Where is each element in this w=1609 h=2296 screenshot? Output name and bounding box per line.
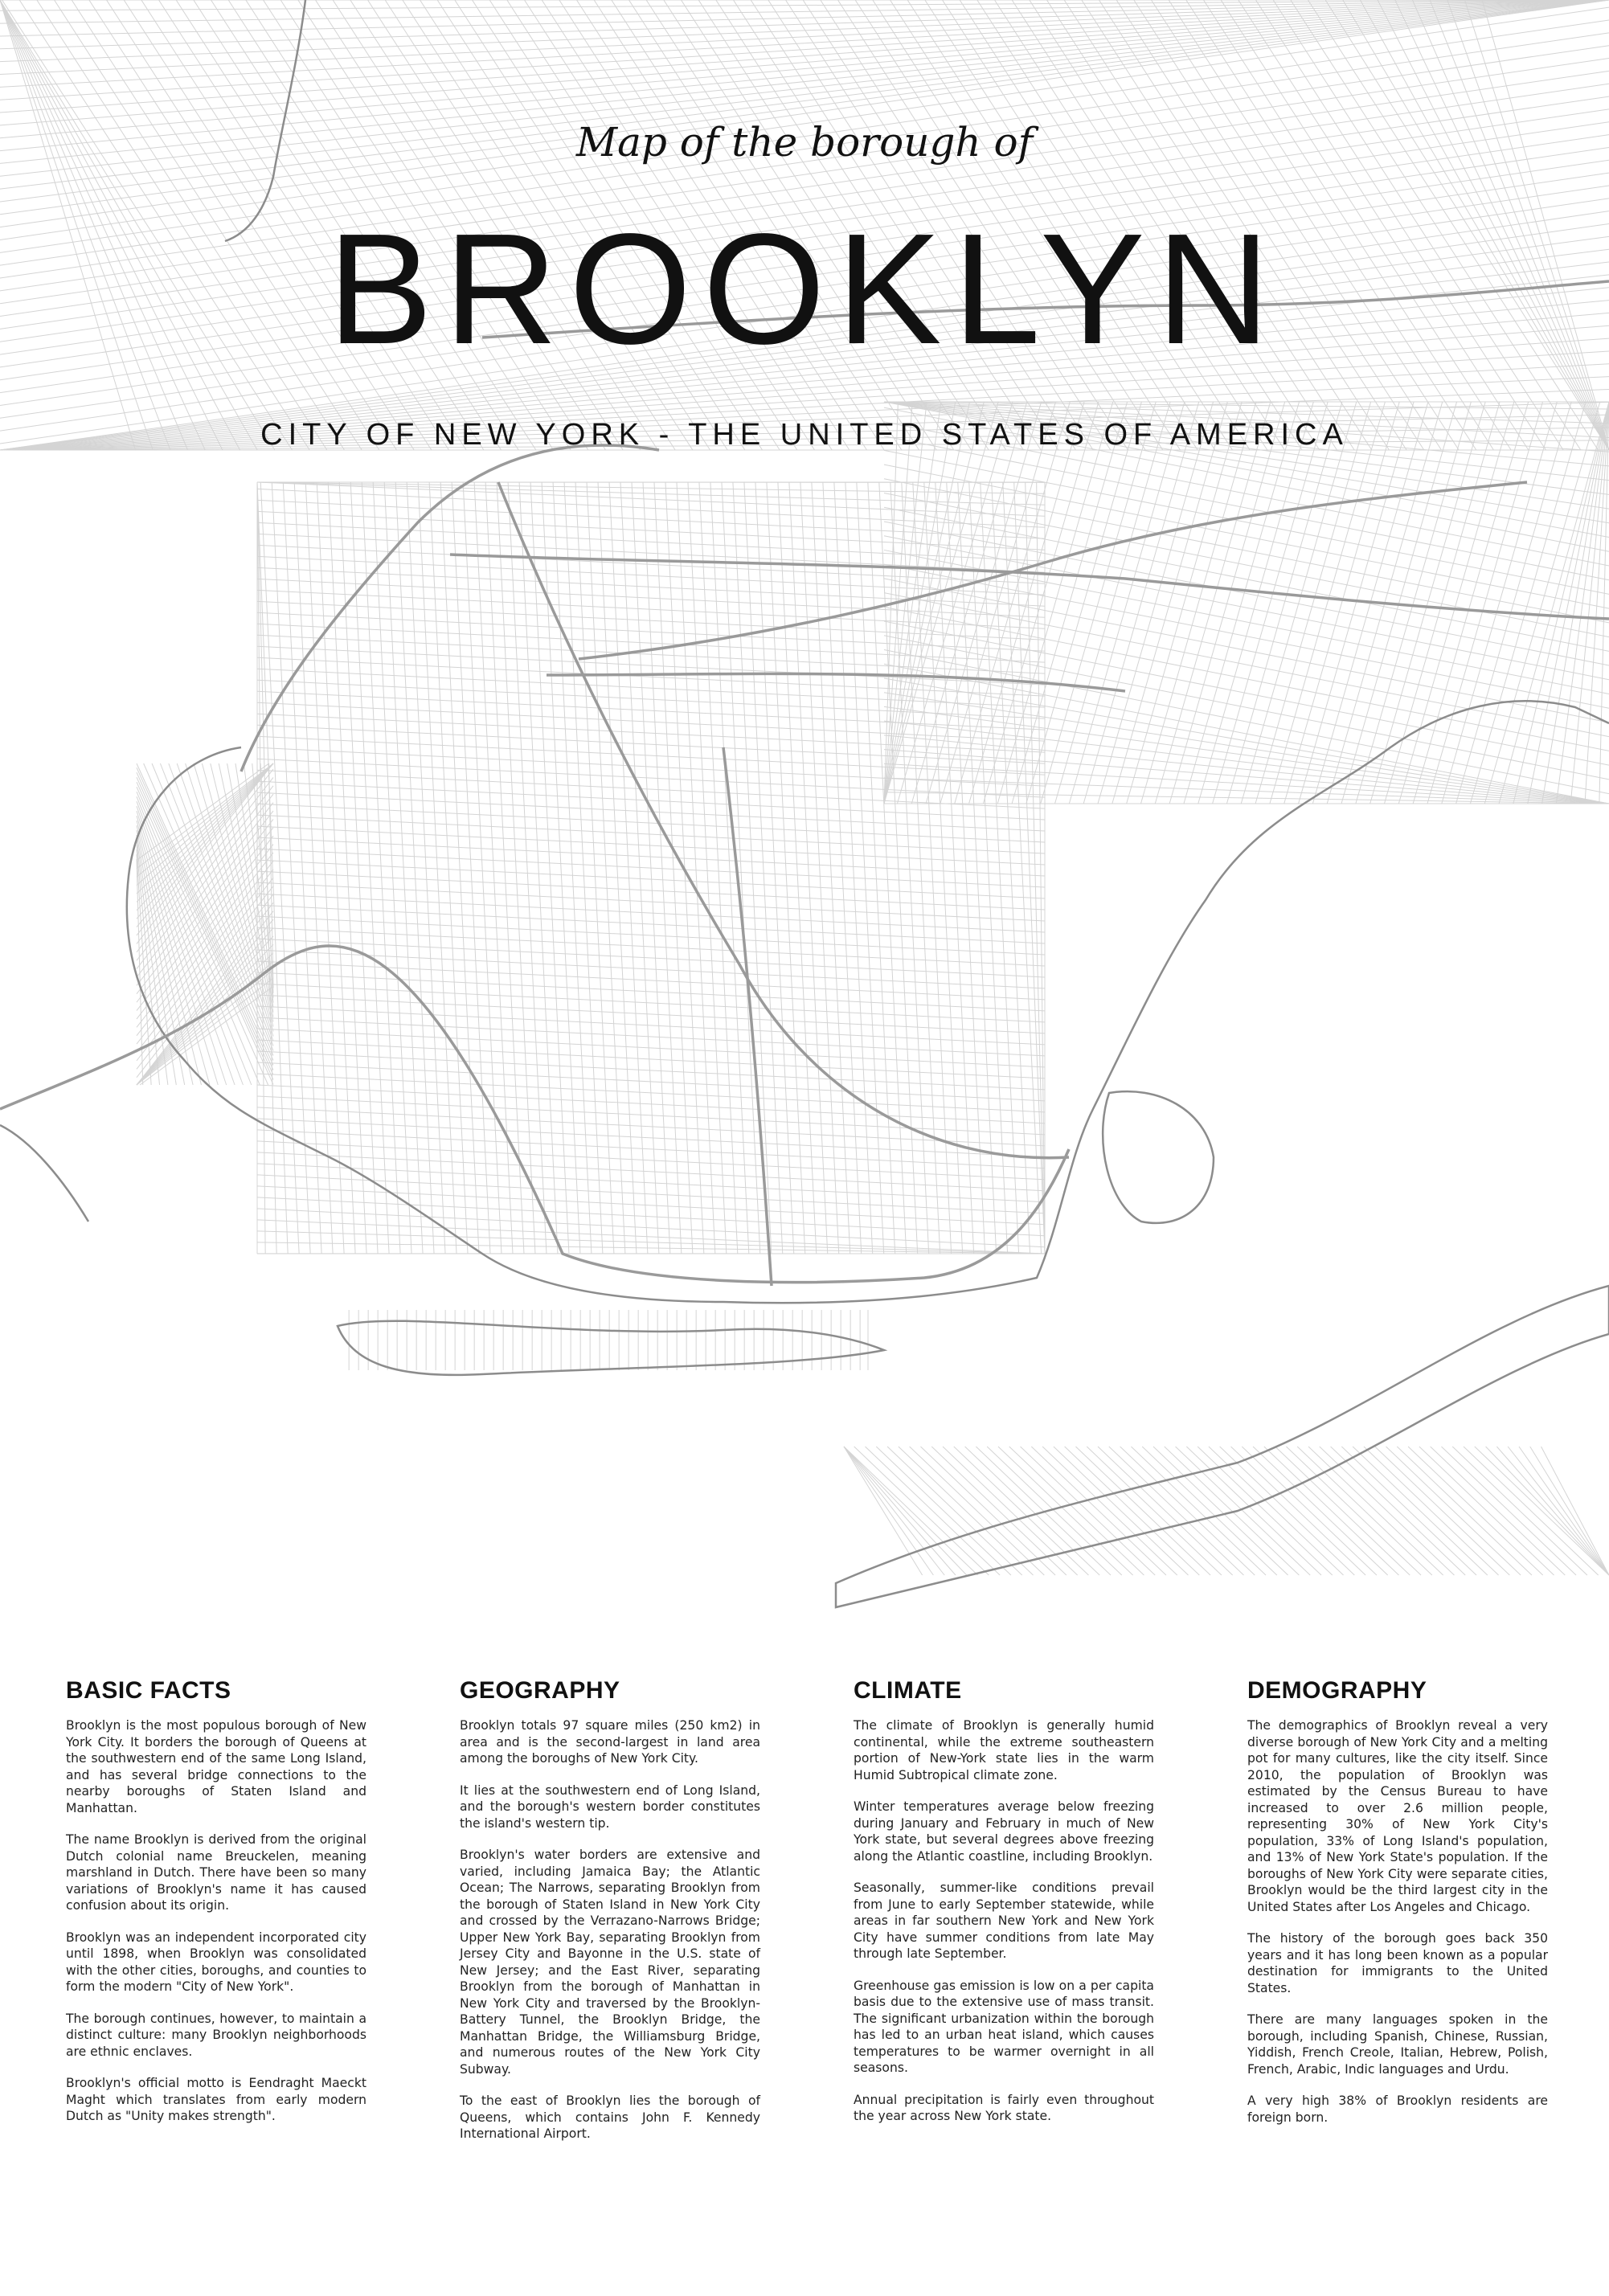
street-line bbox=[1570, 402, 1609, 804]
street-line bbox=[137, 763, 273, 935]
street-line bbox=[1331, 1447, 1466, 1575]
street-line bbox=[1155, 402, 1271, 804]
street-line bbox=[1165, 1447, 1300, 1575]
street-line bbox=[1037, 482, 1045, 1254]
street-line bbox=[1176, 1447, 1311, 1575]
street-line bbox=[257, 770, 1045, 808]
street-line bbox=[257, 482, 276, 1254]
paragraph: Brooklyn's water borders are extensive and varied, including Jamaica Bay; the Atlantic Ocean; The Narrows, separating Brooklyn from the borough of Staten Island in New York City and crossed by the Verrazano-Narrows Bridge; Upper New York Bay, separating Brooklyn from Jersey City and Bayonne in the U.S. state of New Jersey; and the East River, separating Brooklyn from the borough of Manhattan in New York City and traversed by the Brooklyn-Battery Tunnel, the Brooklyn Bridge, the Manhattan Bridge, the Williamsburg Bridge, and numerous routes of the New York City Subway. bbox=[460, 1848, 760, 2077]
street-line bbox=[257, 916, 1045, 955]
street-line bbox=[575, 482, 614, 1254]
street-line bbox=[854, 1447, 989, 1575]
street-line bbox=[800, 482, 839, 1254]
street-line bbox=[1341, 402, 1457, 804]
street-line bbox=[257, 1220, 1045, 1254]
street-line bbox=[137, 828, 273, 1002]
street-line bbox=[884, 721, 1609, 804]
street-line bbox=[0, 0, 1603, 138]
street-line bbox=[373, 482, 411, 1254]
street-line bbox=[257, 1152, 1045, 1191]
street-line bbox=[519, 482, 558, 1254]
street-line bbox=[899, 1447, 1034, 1575]
street-line bbox=[137, 763, 273, 869]
street-line bbox=[485, 482, 524, 1254]
street-line bbox=[257, 894, 1045, 932]
street-line bbox=[257, 882, 1045, 921]
street-line bbox=[1275, 1447, 1410, 1575]
street-line bbox=[1065, 1447, 1200, 1575]
street-line bbox=[1441, 1447, 1576, 1575]
street-line bbox=[0, 0, 1598, 100]
street-line bbox=[0, 0, 1609, 227]
street-line bbox=[1003, 482, 1042, 1254]
section-heading: GEOGRAPHY bbox=[460, 1677, 620, 1704]
street-line bbox=[1364, 1447, 1499, 1575]
street-line bbox=[1083, 402, 1199, 804]
street-line bbox=[844, 1447, 933, 1575]
paragraph: A very high 38% of Brooklyn residents are foreign born. bbox=[1247, 2093, 1548, 2125]
street-line bbox=[1486, 1447, 1609, 1575]
paragraph: The demographics of Brooklyn reveal a very diverse borough of New York City and a melting pot for many cultures, like the city itself. Since 2010, the population of Brooklyn was estimated by the Census Bureau to have increased to over 2.6 million people, representing 30% of New York City's population, 33% of Long Island's population, and 13% of New York State's population. If the boroughs of New York City were separate cities, Brooklyn would be the third largest city in the United States after Los Angeles and Chicago. bbox=[1247, 1718, 1548, 1914]
street-line bbox=[257, 1242, 1045, 1254]
street-line bbox=[339, 482, 378, 1254]
street-line bbox=[1142, 1447, 1277, 1575]
street-line bbox=[328, 482, 366, 1254]
street-line bbox=[958, 482, 997, 1254]
street-line bbox=[1386, 1447, 1521, 1575]
street-line bbox=[1253, 1447, 1388, 1575]
street-line bbox=[866, 1447, 1001, 1575]
location-tagline: CITY OF NEW YORK - THE UNITED STATES OF AMERICA bbox=[260, 418, 1349, 452]
street-line bbox=[1098, 1447, 1233, 1575]
jamaica-bay-island bbox=[1103, 1091, 1214, 1223]
street-line bbox=[1087, 1447, 1222, 1575]
street-line bbox=[943, 1447, 1078, 1575]
street-line bbox=[1264, 1447, 1399, 1575]
street-line bbox=[257, 1141, 1045, 1180]
street-line bbox=[350, 482, 389, 1254]
street-line bbox=[257, 1107, 1045, 1146]
street-line bbox=[884, 402, 927, 804]
street-line bbox=[954, 1447, 1089, 1575]
street-line bbox=[257, 995, 1045, 1033]
paragraph: The history of the borough goes back 350 years and it has long been known as a popular destination for immigrants to the United States. bbox=[1247, 1931, 1548, 1995]
street-line bbox=[257, 1017, 1045, 1056]
street-line bbox=[1241, 402, 1357, 804]
street-line bbox=[452, 482, 490, 1254]
section-basic-facts bbox=[66, 1677, 366, 2140]
street-line bbox=[257, 601, 1045, 640]
street-line bbox=[1198, 1447, 1333, 1575]
street-line bbox=[1112, 402, 1228, 804]
street-line bbox=[1131, 1447, 1266, 1575]
street-line bbox=[1169, 402, 1285, 804]
street-line bbox=[1397, 1447, 1532, 1575]
street-line bbox=[1419, 1447, 1554, 1575]
street-line bbox=[137, 953, 273, 1085]
street-line bbox=[884, 493, 1609, 637]
street-line bbox=[257, 1051, 1045, 1090]
street-line bbox=[137, 936, 273, 1085]
street-line bbox=[992, 482, 1030, 1254]
street-line bbox=[744, 482, 783, 1254]
section-geography bbox=[460, 1677, 760, 2158]
street-line bbox=[1009, 1447, 1144, 1575]
street-line bbox=[257, 702, 1045, 741]
paragraph: Greenhouse gas emission is low on a per capita basis due to the extensive use of mass transit. The significant urbanization within the borough has led to an urban heat island, which causes temperatures to be warmer overnight in all seasons. bbox=[854, 1978, 1154, 2075]
section-climate bbox=[854, 1677, 1154, 2140]
street-line bbox=[530, 482, 569, 1254]
paragraph: To the east of Brooklyn lies the borough of Queens, which contains John F. Kennedy International Airport. bbox=[460, 2093, 760, 2141]
street-line bbox=[884, 522, 1609, 665]
street-line bbox=[598, 482, 637, 1254]
street-line bbox=[699, 482, 738, 1254]
paragraph: The climate of Brooklyn is generally humid continental, while the extreme southeastern portion of New-York state lies in the warm Humid Subtropical climate zone. bbox=[854, 1718, 1154, 1782]
street-line bbox=[1184, 402, 1300, 804]
paragraph: Seasonally, summer-like conditions prevail from June to early September statewide, while areas in far southern New York and New York City have summer conditions from late May through late September. bbox=[854, 1881, 1154, 1961]
street-line bbox=[1012, 402, 1128, 804]
paragraph: There are many languages spoken in the borough, including Spanish, Chinese, Russian, Yiddish, French Creole, Italian, Hebrew, Polish, French, Arabic, Indic languages and Urdu. bbox=[1247, 2012, 1548, 2077]
street-line bbox=[1320, 1447, 1455, 1575]
street-line bbox=[257, 691, 1045, 730]
street-line bbox=[1431, 1447, 1566, 1575]
street-line bbox=[1127, 402, 1243, 804]
street-line bbox=[257, 1006, 1045, 1045]
interborough-parkway bbox=[579, 482, 1527, 659]
street-line bbox=[257, 905, 1045, 943]
paragraph: The borough continues, however, to maintain a distinct culture: many Brooklyn neighborhoods are ethnic enclaves. bbox=[66, 2011, 366, 2059]
street-line bbox=[137, 845, 273, 1019]
street-line bbox=[1413, 402, 1529, 804]
street-line bbox=[688, 482, 727, 1254]
street-line bbox=[257, 1040, 1045, 1078]
section-heading: BASIC FACTS bbox=[66, 1677, 231, 1704]
street-line bbox=[1055, 402, 1171, 804]
street-line bbox=[137, 763, 273, 886]
map-subtitle-script: Map of the borough of bbox=[575, 119, 1034, 166]
street-line bbox=[440, 482, 479, 1254]
section-heading: CLIMATE bbox=[854, 1677, 962, 1704]
street-line bbox=[876, 1447, 1011, 1575]
street-line bbox=[553, 482, 592, 1254]
street-line bbox=[965, 1447, 1100, 1575]
street-line bbox=[947, 482, 985, 1254]
street-line bbox=[317, 482, 355, 1254]
street-line bbox=[1186, 1447, 1321, 1575]
street-line bbox=[463, 482, 502, 1254]
paragraph: Brooklyn was an independent incorporated city until 1898, when Brooklyn was consolidated with the other cities, boroughs, and counties to form the modern "City of New York". bbox=[66, 1930, 366, 1994]
street-line bbox=[940, 402, 1056, 804]
street-line bbox=[497, 482, 535, 1254]
street-line bbox=[834, 482, 873, 1254]
street-line bbox=[1341, 1447, 1476, 1575]
street-line bbox=[587, 482, 625, 1254]
street-line bbox=[1452, 1447, 1587, 1575]
bqe-expressway bbox=[241, 445, 659, 771]
street-line bbox=[1353, 1447, 1488, 1575]
street-line bbox=[733, 482, 772, 1254]
street-line bbox=[294, 482, 333, 1254]
street-line bbox=[1021, 1447, 1156, 1575]
street-line bbox=[1398, 402, 1514, 804]
paragraph: Brooklyn's official motto is Eendraght Maeckt Maght which translates from early modern Dutch as "Unity makes strength". bbox=[66, 2076, 366, 2123]
street-line bbox=[429, 482, 468, 1254]
street-line bbox=[257, 579, 1045, 617]
paragraph: Brooklyn is the most populous borough of New York City. It borders the borough of Queens at the southwestern end of the same Long Island, and has several bridge connections to the nearby boroughs of Staten Island and Manhattan. bbox=[66, 1718, 366, 1815]
street-line bbox=[789, 482, 828, 1254]
street-line bbox=[722, 482, 760, 1254]
info-columns bbox=[66, 1677, 1548, 2256]
paragraph: It lies at the southwestern end of Long Island, and the borough's western border constitutes the island's western tip. bbox=[460, 1782, 760, 1831]
street-line bbox=[710, 482, 749, 1254]
street-line bbox=[1519, 1447, 1609, 1575]
street-line bbox=[1042, 1447, 1177, 1575]
street-line bbox=[1230, 1447, 1365, 1575]
paragraph: The name Brooklyn is derived from the original Dutch colonial name Breuckelen, meaning marshland in Dutch. There have been so many variations of Brooklyn's name it has caused confusion about its origin. bbox=[66, 1832, 366, 1913]
street-line bbox=[508, 482, 547, 1254]
street-line bbox=[897, 402, 1013, 804]
page-title: BROOKLYN bbox=[327, 201, 1282, 377]
street-line bbox=[1464, 1447, 1599, 1575]
street-line bbox=[362, 482, 400, 1254]
street-line bbox=[257, 1231, 1045, 1254]
street-line bbox=[844, 1447, 956, 1575]
street-line bbox=[564, 482, 603, 1254]
street-line bbox=[1014, 482, 1045, 1254]
street-line bbox=[257, 646, 1045, 685]
paragraph: Winter temperatures average below freezing during January and February in much of New York state, but several degrees above freezing along the Atlantic coastline, including Brooklyn. bbox=[854, 1799, 1154, 1864]
street-line bbox=[884, 507, 1609, 651]
street-line bbox=[1054, 1447, 1189, 1575]
atlantic-avenue bbox=[450, 555, 1609, 619]
street-line bbox=[767, 482, 805, 1254]
street-line bbox=[778, 482, 817, 1254]
street-line bbox=[1297, 1447, 1432, 1575]
street-line bbox=[812, 482, 850, 1254]
street-line bbox=[1308, 1447, 1443, 1575]
street-line bbox=[969, 482, 1008, 1254]
street-line bbox=[257, 792, 1045, 831]
street-line bbox=[976, 1447, 1111, 1575]
street-line bbox=[257, 1029, 1045, 1067]
street-line bbox=[137, 861, 273, 1035]
street-line bbox=[887, 1447, 1022, 1575]
street-line bbox=[884, 536, 1609, 680]
street-line bbox=[305, 482, 344, 1254]
street-line bbox=[1542, 402, 1609, 804]
staten-island-shoreline bbox=[0, 1125, 88, 1222]
section-heading: DEMOGRAPHY bbox=[1247, 1677, 1427, 1704]
street-line bbox=[884, 593, 1609, 737]
street-line bbox=[257, 815, 1045, 853]
section-demography bbox=[1247, 1677, 1548, 2141]
street-line bbox=[1041, 402, 1157, 804]
street-line bbox=[1075, 1447, 1210, 1575]
paragraph: Annual precipitation is fairly even throughout the year across New York state. bbox=[854, 2092, 1154, 2123]
street-line bbox=[920, 1447, 1055, 1575]
street-line bbox=[1213, 402, 1329, 804]
street-line bbox=[998, 1447, 1133, 1575]
street-line bbox=[1541, 1447, 1609, 1575]
street-line bbox=[1375, 1447, 1510, 1575]
street-line bbox=[257, 482, 1045, 493]
street-line bbox=[1242, 1447, 1377, 1575]
street-line bbox=[823, 482, 862, 1254]
street-line bbox=[257, 1119, 1045, 1157]
street-line bbox=[924, 482, 963, 1254]
street-line bbox=[1286, 1447, 1421, 1575]
street-line bbox=[1255, 402, 1371, 804]
street-line bbox=[936, 482, 974, 1254]
street-line bbox=[1496, 1447, 1609, 1575]
paragraph: Brooklyn totals 97 square miles (250 km2) in area and is the second-largest in land area among the boroughs of New York City. bbox=[460, 1718, 760, 1766]
street-line bbox=[257, 826, 1045, 865]
